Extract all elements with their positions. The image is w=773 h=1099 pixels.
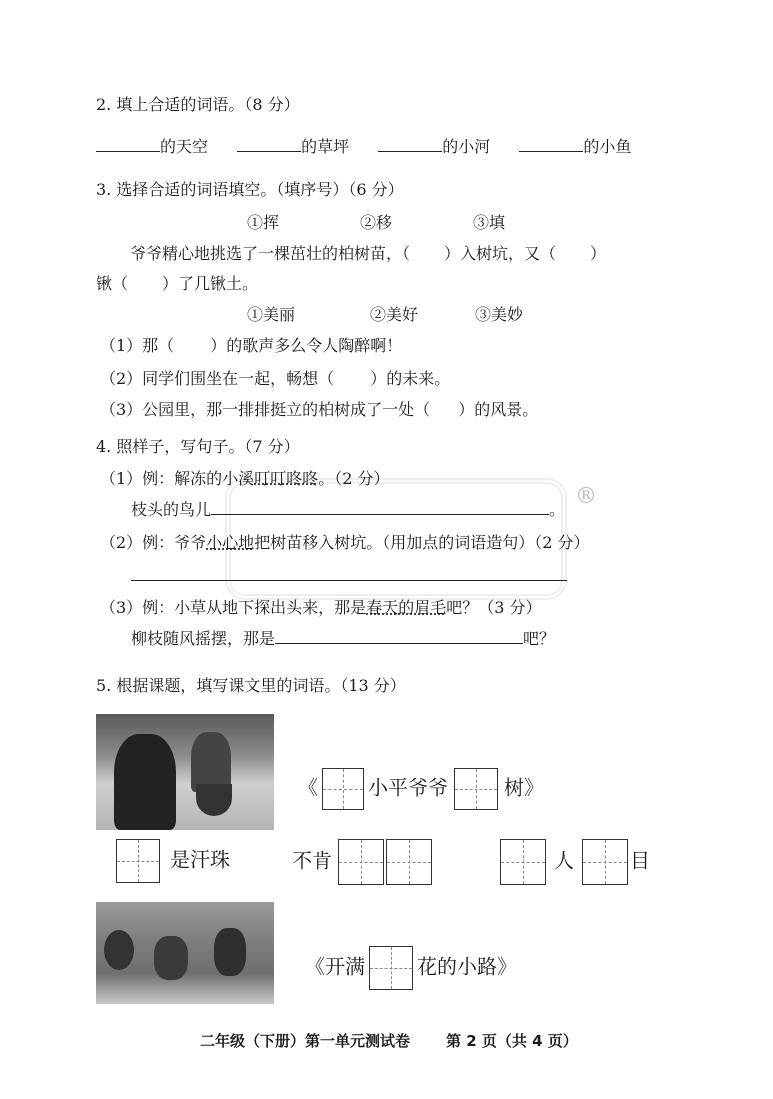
q3-sub3-part-a: （3）公园里，那一排排挺立的柏树成了一处（ xyxy=(100,400,431,419)
q5-w1-text: 是汗珠 xyxy=(170,847,230,872)
footer-page-number: 第 2 页（共 4 页） xyxy=(446,1032,578,1050)
q2-blank-3[interactable] xyxy=(378,137,442,152)
q2-title: 2. 填上合适的词语。（8 分） xyxy=(96,95,300,114)
q5-t2-end: 花的小路》 xyxy=(417,954,517,979)
q2-blank-2[interactable] xyxy=(237,137,301,152)
q3-line2-part-b: ）了几锹土。 xyxy=(162,274,259,293)
q3-line1-part-b: ）入树坑，又（ xyxy=(444,244,557,263)
q3-sub1-part-b: ）的歌声多么令人陶醉啊！ xyxy=(210,336,403,355)
q5-title2 xyxy=(305,946,517,990)
q4-a3-prefix: 柳枝随风摇摆，那是 xyxy=(131,629,276,648)
q4-answer-3 xyxy=(131,629,555,649)
q4-e2-pre: （2）例：爷爷 xyxy=(100,533,207,552)
q3-line1-part-c: ） xyxy=(590,244,607,263)
q2-item-2: 的草坪 xyxy=(301,137,350,156)
q3-option-1: ①挥 xyxy=(247,213,280,232)
q3-option2-2: ②美好 xyxy=(370,305,419,324)
q3-line2-part-a: 锹（ xyxy=(96,274,129,293)
q5-w2-text: 不肯 xyxy=(292,848,332,873)
q5-t1-mid: 小平爷爷 xyxy=(368,775,448,800)
q5-t1-open: 《 xyxy=(298,775,318,800)
q4-example-3 xyxy=(100,598,541,618)
q3-sub2-part-b: ）的未来。 xyxy=(370,369,451,388)
q4-e2-post: 把树苗移入树坑。（用加点的词语造句）（2 分） xyxy=(254,533,590,552)
q4-example-1 xyxy=(100,469,389,489)
q2-item-3: 的小河 xyxy=(442,137,491,156)
q3-sub-3 xyxy=(100,400,538,420)
photo-bucket xyxy=(196,784,232,816)
q3-option-2: ②移 xyxy=(360,213,393,232)
q5-w3a-text: 人 xyxy=(554,848,574,873)
q5-w3b-text: 目 xyxy=(630,848,650,873)
q2-item-1: 的天空 xyxy=(160,137,209,156)
q4-e2-dotted: 小心地 xyxy=(206,533,255,552)
footer-exam-name: 二年级（下册）第一单元测试卷 xyxy=(200,1032,411,1050)
q4-a1-prefix: 枝头的鸟儿 xyxy=(131,500,212,519)
q5-t1-end: 树》 xyxy=(504,775,544,800)
q5-char-box-7[interactable] xyxy=(582,839,628,885)
registered-mark: ® xyxy=(575,484,597,509)
q4-a3-blank[interactable] xyxy=(275,629,523,644)
q4-example-2 xyxy=(100,533,589,553)
q3-option2-3: ③美妙 xyxy=(475,305,524,324)
q4-a1-blank[interactable] xyxy=(211,500,549,515)
q5-word3 xyxy=(500,839,650,885)
q5-char-box-3[interactable] xyxy=(116,839,160,883)
q3-sub-1 xyxy=(100,336,402,356)
q3-line1-part-a: 爷爷精心地挑选了一棵茁壮的柏树苗，（ xyxy=(130,244,411,263)
photo-figure-2 xyxy=(191,732,231,792)
q3-sub1-part-a: （1）那（ xyxy=(100,336,175,355)
photo-figure-1 xyxy=(114,734,176,830)
q3-sentence-line1 xyxy=(130,244,606,264)
q5-t2-open: 《开满 xyxy=(305,954,365,979)
tree-planting-photo xyxy=(96,714,274,830)
q5-title1 xyxy=(298,768,544,810)
q4-e1-dotted: 叮叮咚咚 xyxy=(254,469,319,488)
q5-char-box-8[interactable] xyxy=(369,946,413,990)
q5-char-box-4[interactable] xyxy=(338,839,384,885)
q3-sub3-part-b: ）的风景。 xyxy=(458,400,539,419)
q2-item-4: 的小鱼 xyxy=(583,137,632,156)
q5-title: 5. 根据课题，填写课文里的词语。（13 分） xyxy=(96,676,406,695)
q2-blank-1[interactable] xyxy=(96,137,160,152)
q4-e1-pre: （1）例：解冻的小溪 xyxy=(100,469,255,488)
q3-sub2-part-a: （2）同学们围坐在一起，畅想（ xyxy=(100,369,335,388)
q4-e1-post: 。（2 分） xyxy=(318,469,390,488)
q4-e3-pre: （3）例：小草从地下探出头来，那是 xyxy=(100,598,367,617)
q2-blanks xyxy=(96,137,631,157)
q3-sentence-line2 xyxy=(96,274,258,294)
q4-a2-blank[interactable] xyxy=(131,580,567,581)
animals-path-photo xyxy=(96,902,274,1004)
q4-a1-end: 。 xyxy=(549,500,566,519)
q5-char-box-5[interactable] xyxy=(386,839,432,885)
q5-char-box-1[interactable] xyxy=(322,768,364,810)
photo-squirrel xyxy=(104,930,134,970)
q3-option2-1: ①美丽 xyxy=(247,305,296,324)
photo-fox-1 xyxy=(154,936,188,980)
q2-blank-4[interactable] xyxy=(519,137,583,152)
q3-option-3: ③填 xyxy=(473,213,506,232)
q5-word2 xyxy=(292,839,432,885)
q5-word1 xyxy=(116,839,230,883)
q4-title: 4. 照样子，写句子。（7 分） xyxy=(96,437,300,456)
q3-sub-2 xyxy=(100,369,450,389)
q5-char-box-2[interactable] xyxy=(454,768,498,810)
q4-answer-1 xyxy=(131,500,565,520)
q4-a3-end: 吧？ xyxy=(523,629,556,648)
q4-e3-post: 吧？（3 分） xyxy=(446,598,542,617)
q4-e3-dotted: 春天的眉毛 xyxy=(366,598,447,617)
q5-char-box-6[interactable] xyxy=(500,839,546,885)
q3-title: 3. 选择合适的词语填空。（填序号）（6 分） xyxy=(96,180,404,199)
photo-fox-2 xyxy=(214,928,246,976)
